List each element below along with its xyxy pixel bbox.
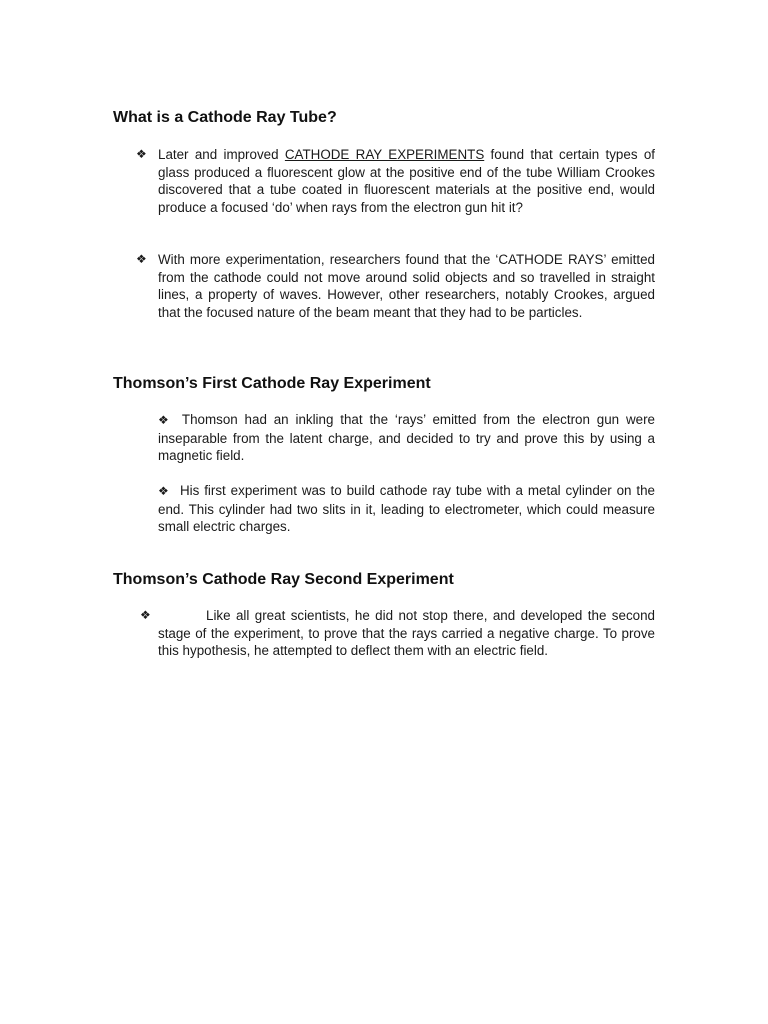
- section2-paragraph-1: [158, 411, 655, 465]
- section-heading-first-experiment: Thomson’s First Cathode Ray Experiment: [113, 375, 431, 392]
- section1-paragraph-2: [136, 251, 655, 321]
- section2-paragraph-2-text: His first experiment was to build cathode ray tube with a metal cylinder on the end. This cylinder had two slits in it, leading to electrometer, which could measure small electric charges.: [158, 483, 655, 535]
- section1-paragraph-1-text-end: found that certain types of glass produced a fluorescent glow at the positive end of the tube William Crookes discovered that a tube coated in fluorescent materials at the positive end, would produce a focused ‘do’ when rays from the electron gun hit it?: [158, 147, 655, 215]
- diamond-bullet-icon: ❖: [158, 413, 172, 427]
- section2-paragraph-2: [158, 482, 655, 536]
- diamond-bullet-icon: ❖: [140, 608, 151, 622]
- section3-paragraph-1-text: Like all great scientists, he did not stop there, and developed the second stage of the experiment, to prove that the rays carried a negative charge. To prove this hypothesis, he attempted to deflect them with an electric field.: [158, 608, 655, 659]
- cathode-ray-experiments-link[interactable]: CATHODE RAY EXPERIMENTS: [284, 147, 485, 162]
- section-heading-second-experiment: Thomson’s Cathode Ray Second Experiment: [113, 571, 454, 588]
- diamond-bullet-icon: ❖: [158, 484, 170, 498]
- section1-paragraph-1: [136, 146, 655, 216]
- section1-paragraph-2-text: With more experimentation, researchers found that the ‘CATHODE RAYS’ emitted from the cathode could not move around solid objects and so travelled in straight lines, a property of waves. However, other researchers, notably Crookes, argued that the focused nature of the beam meant that they had to be particles.: [158, 252, 655, 320]
- diamond-bullet-icon: ❖: [136, 252, 147, 266]
- diamond-bullet-icon: ❖: [136, 147, 147, 161]
- section3-paragraph-1: [140, 607, 655, 660]
- section-heading-cathode-ray-tube: What is a Cathode Ray Tube?: [113, 109, 337, 126]
- section2-paragraph-1-text: Thomson had an inkling that the ‘rays’ emitted from the electron gun were inseparable from the latent charge, and decided to try and prove this by using a magnetic field.: [158, 412, 655, 464]
- section1-paragraph-1-text-start: Later and improved: [158, 147, 285, 162]
